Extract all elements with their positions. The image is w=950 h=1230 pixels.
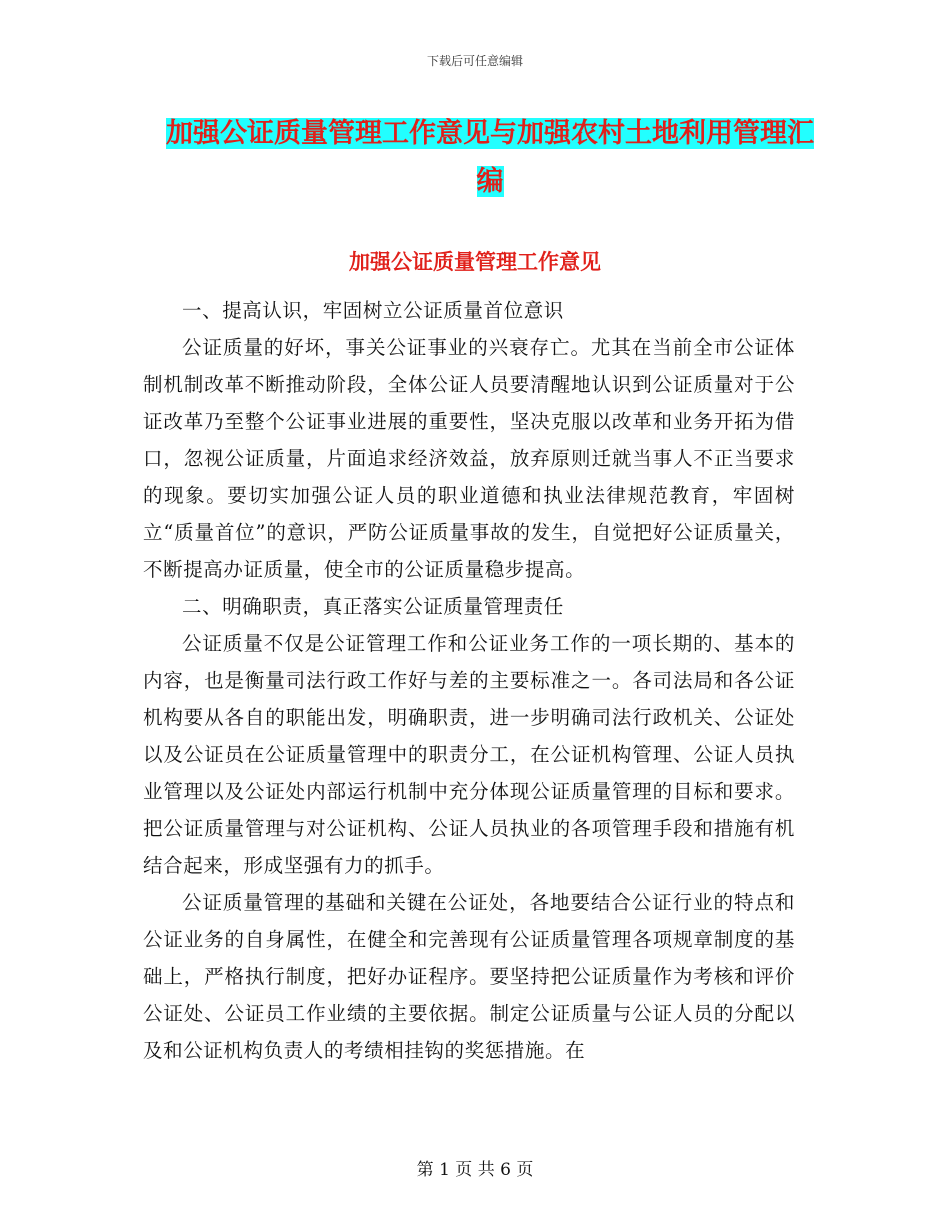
heading-paragraph-1: 一、提高认识，牢固树立公证质量首位意识 (182, 299, 564, 322)
page-footer: 第 1 页 共 6 页 (416, 1160, 534, 1180)
body-paragraph-3: 公证质量管理的基础和关键在公证处，各地要结合公证行业的特点和公证业务的自身属性，在健全和完善现有公证质量管理各项规章制度的基础上，严格执行制度，把好办证程序。要坚持把公证质量作为考核和评价公证处、公证员工作业绩的主要依据。制定公证质量与公证人员的分配以及和公证机构负责人的考绩相挂钩的奖惩措施。在 (143, 891, 795, 1062)
document-body (143, 292, 795, 1069)
body-paragraph-1: 公证质量的好坏，事关公证事业的兴衰存亡。尤其在当前全市公证体制机制改革不断推动阶段，全体公证人员要清醒地认识到公证质量对于公证改革乃至整个公证事业进展的重要性，坚决克服以改革和业务开拓为借口，忽视公证质量，片面追求经济效益，放弃原则迁就当事人不正当要求的现象。要切实加强公证人员的职业道德和执业法律规范教育，牢固树立“质量首位”的意识，严防公证质量事故的发生，自觉把好公证质量关，不断提高办证质量，使全市的公证质量稳步提高。 (143, 336, 795, 581)
document-title (160, 110, 820, 206)
section-title: 加强公证质量管理工作意见 (349, 250, 601, 274)
document-title-text: 加强公证质量管理工作意见与加强农村土地利用管理汇编 (166, 118, 814, 197)
body-paragraph-2: 公证质量不仅是公证管理工作和公证业务工作的一项长期的、基本的内容，也是衡量司法行政工作好与差的主要标准之一。各司法局和各公证机构要从各自的职能出发，明确职责，进一步明确司法行政机关、公证处以及公证员在公证质量管理中的职责分工，在公证机构管理、公证人员执业管理以及公证处内部运行机制中充分体现公证质量管理的目标和要求。把公证质量管理与对公证机构、公证人员执业的各项管理手段和措施有机结合起来，形成坚强有力的抓手。 (143, 632, 795, 877)
heading-paragraph-2: 二、明确职责，真正落实公证质量管理责任 (182, 595, 564, 618)
header-note: 下载后可任意编辑 (426, 54, 523, 68)
